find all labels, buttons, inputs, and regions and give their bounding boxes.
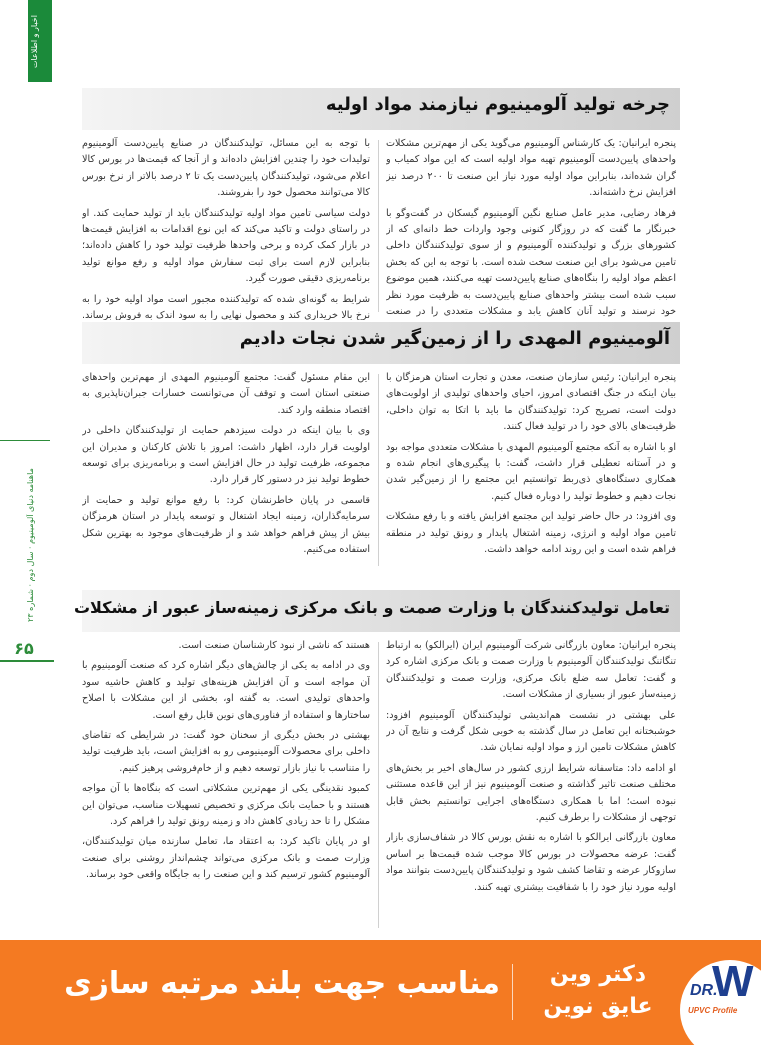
paragraph: این مقام مسئول گفت: مجتمع آلومینیوم المهدی از مهم‌ترین واحدهای صنعتی استان است و توقف آن می‌توانست خسارات جبران‌ناپذیری به اقتصاد منطقه وارد کند. bbox=[82, 372, 370, 416]
brand-logo-dr: DR. bbox=[690, 982, 718, 999]
brand-logo-w: W bbox=[712, 957, 754, 1006]
magazine-issue-caption: ماهنامه دنیای آلومینیوم · سال دوم · شماره ۲۳ bbox=[26, 468, 35, 622]
brand-name-line-1: دکتر وین bbox=[549, 962, 647, 987]
side-divider bbox=[0, 440, 50, 441]
paragraph: با توجه به این مسائل، تولیدکنندگان در صنایع پایین‌دست آلومینیوم تولیدات خود را چندین افزایش داده‌اند و از آنجا که قیمت‌ها در بورس کالا اعلام می‌شود، تولیدکنندگان پایین‌دست یک تا ۲ درصد بالاتر از نرخ بورس کالا می‌توانند محصول خود را بفروشند. bbox=[82, 138, 370, 199]
article-2-headline: آلومینیوم المهدی را از زمین‌گیر شدن نجات دادیم bbox=[239, 328, 670, 349]
banner-slogan: مناسب جهت بلند مرتبه سازی bbox=[64, 966, 500, 1001]
article-2-left-column bbox=[82, 370, 370, 574]
banner-divider bbox=[512, 964, 513, 1020]
paragraph: فرهاد رضایی، مدیر عامل صنایع نگین آلومینیوم گیسکان در گفت‌وگو با خبرنگار ما گفت که در روزگار کنونی وجود واردات خط دانه‌ای که از کشورهای بزرگ و تولیدکننده آلومینیوم و از سوی تولیدکنندگان داخلی تامین می‌شود برای این صنعت سخت شده است. با توجه به این که بخش اعظم مواد اولیه را بنگاه‌های صنایع پایین‌دست تهیه می‌کنند، همین موضوع سبب شده است بیشتر واحدهای صنایع پایین‌دست به ظرفیت مورد نظر خود نرسند و تولید آنان کاهش یابد و مشکلات متعددی را در صنعت bbox=[386, 207, 676, 318]
article-1-header bbox=[82, 88, 680, 130]
paragraph: وی افزود: در حال حاضر تولید این مجتمع افزایش یافته و با رفع مشکلات تامین مواد اولیه و انرژی، زمینه اشتغال پایدار و رونق تولید در منطقه فراهم شده است و این روند ادامه خواهد داشت. bbox=[386, 511, 676, 556]
article-3-left-column bbox=[82, 638, 370, 936]
page-number-underline bbox=[0, 660, 54, 662]
article-1-right-column bbox=[386, 136, 676, 320]
section-tab bbox=[28, 0, 52, 82]
paragraph: او ادامه داد: متاسفانه شرایط ارزی کشور در سال‌های اخیر بر بخش‌های مختلف صنعت تاثیر گذاشته و صنعت آلومینیوم نیز از این قاعده مستثنی نبوده است؛ اما با همکاری دستگاه‌های اجرایی توانستیم بخش قابل توجهی از مشکلات را برطرف کنیم. bbox=[386, 762, 676, 824]
paragraph: کمبود نقدینگی یکی از مهم‌ترین مشکلاتی است که بنگاه‌ها با آن مواجه هستند و با حمایت بانک مرکزی و تخصیص تسهیلات مناسب، می‌توان این مشکل را تا حد زیادی کاهش داد و زمینه رونق تولید را فراهم کرد. bbox=[82, 783, 370, 828]
paragraph: بهشتی در بخش دیگری از سخنان خود گفت: در شرایطی که تقاضای داخلی برای محصولات آلومینیومی رو به افزایش است، باید ظرفیت تولید را متناسب با نیاز بازار توسعه دهیم و از خام‌فروشی پرهیز کنیم. bbox=[82, 730, 370, 774]
paragraph: پنجره ایرانیان: یک کارشناس آلومینیوم می‌گوید یکی از مهم‌ترین مشکلات واحدهای پایین‌دست آلومینیوم تهیه مواد اولیه است که این مواد کمیاب و گران شده‌اند، بنابراین مواد اولیه مورد نیاز این صنعت تا ۲۰۰ درصد نیز افزایش نرخ داشته‌اند. bbox=[386, 138, 676, 199]
paragraph: علی بهشتی در نشست هم‌اندیشی تولیدکنندگان آلومینیوم افزود: خوشبختانه این تعامل در سال گذشته به خوبی شکل گرفت و نتایج آن در کاهش مشکلات تامین ارز و مواد اولیه نمایان شد. bbox=[386, 709, 676, 754]
article-1-left-column bbox=[82, 136, 370, 320]
section-tab-label: اخبار و اطلاعات bbox=[30, 15, 39, 69]
paragraph: او با اشاره به آنکه مجتمع آلومینیوم المهدی با مشکلات متعددی مواجه بود و در آستانه تعطیلی قرار داشت، گفت: با پیگیری‌های انجام شده و همکاری دستگاه‌های ذی‌ربط توانستیم این مجتمع را از زمین‌گیر شدن نجات دهیم و خطوط تولید را دوباره فعال کنیم. bbox=[386, 441, 676, 502]
article-3-right-column bbox=[386, 638, 676, 936]
paragraph: پنجره ایرانیان: معاون بازرگانی شرکت آلومینیوم ایران (ایرالکو) به ارتباط تنگاتنگ تولیدکنندگان آلومینیوم با وزارت صمت و بانک مرکزی اشاره کرد و گفت: تعامل سه ضلع بانک مرکزی، وزارت صمت و تولیدکنندگان زمینه‌ساز عبور از بسیاری از مشکلات است. bbox=[386, 640, 676, 701]
article-3-header bbox=[73, 590, 680, 632]
column-divider bbox=[378, 140, 379, 312]
brand-logo-tagline: UPVC Profile bbox=[688, 1006, 738, 1015]
article-2-header bbox=[82, 322, 680, 364]
article-1-headline: چرخه تولید آلومینیوم نیازمند مواد اولیه bbox=[325, 94, 670, 115]
paragraph: شرایط به گونه‌ای شده که تولیدکننده مجبور است مواد اولیه خود را به نرخ بالا خریداری کند و محصول نهایی را به سود اندک به فروش برساند. bbox=[82, 293, 370, 320]
column-divider bbox=[378, 374, 379, 566]
advertisement-banner bbox=[0, 940, 761, 1045]
paragraph: او در پایان تاکید کرد: به اعتقاد ما، تعامل سازنده میان تولیدکنندگان، وزارت صمت و بانک مرکزی می‌تواند چشم‌انداز روشنی برای صنعت آلومینیوم کشور ترسیم کند و این صنعت را به جایگاه واقعی خود برساند. bbox=[82, 836, 370, 881]
paragraph: وی در ادامه به یکی از چالش‌های دیگر اشاره کرد که صنعت آلومینیوم با آن مواجه است و آن افزایش هزینه‌های تولید و کاهش حاشیه سود واحدهای تولیدی است. به گفته او، بخشی از این مشکلات با اصلاح ساختارها و استفاده از فناوری‌های نوین قابل رفع است. bbox=[82, 660, 370, 721]
brand-name-line-2: عایق نوین bbox=[543, 994, 653, 1019]
paragraph: معاون بازرگانی ایرالکو با اشاره به نقش بورس کالا در شفاف‌سازی بازار گفت: عرضه محصولات در بورس کالا موجب شده قیمت‌ها بر اساس سازوکار عرضه و تقاضا کشف شود و تولیدکنندگان پایین‌دست بتوانند مواد اولیه مورد نیاز خود را با شفافیت بیشتری تهیه کنند. bbox=[386, 832, 676, 893]
article-3-headline: تعامل تولیدکنندگان با وزارت صمت و بانک مرکزی زمینه‌ساز عبور از مشکلات bbox=[73, 598, 670, 617]
paragraph: وی با بیان اینکه در دولت سیزدهم حمایت از تولیدکنندگان داخلی در اولویت قرار دارد، اظهار داشت: امروز با تلاش کارکنان و مدیران این مجموعه، ظرفیت تولید در حال افزایش است و برنامه‌ریزی برای توسعه خطوط تولید نیز در دستور کار قرار دارد. bbox=[82, 425, 370, 486]
paragraph: قاسمی در پایان خاطرنشان کرد: با رفع موانع تولید و حمایت از سرمایه‌گذاران، زمینه ایجاد اشتغال و توسعه پایدار در استان هرمزگان بیش از پیش فراهم خواهد شد و از ظرفیت‌های موجود به بهترین شکل استفاده می‌کنیم. bbox=[82, 494, 370, 556]
column-divider bbox=[378, 642, 379, 928]
article-2-right-column bbox=[386, 370, 676, 574]
page-number: ۶۵ bbox=[14, 639, 34, 658]
paragraph: هستند که ناشی از نبود کارشناسان صنعت است. bbox=[178, 640, 370, 651]
paragraph: دولت سیاسی تامین مواد اولیه تولیدکنندگان باید از تولید حمایت کند. او در راستای دولت و تاکید می‌کند که این نوع اقدامات به افزایش قیمت‌ها در بازار کمک کرده و برخی واحدها ظرفیت تولید خود را کاهش داده‌اند؛ بنابراین لازم است برای ثبت سفارش مواد اولیه و رفع موانع تولید برنامه‌ریزی دقیقی صورت گیرد. bbox=[82, 207, 370, 285]
paragraph: پنجره ایرانیان: رئیس سازمان صنعت، معدن و تجارت استان هرمزگان با بیان اینکه در جنگ اقتصادی امروز، احیای واحدهای تولیدی از اولویت‌های دولت است، تصریح کرد: تولیدکنندگان ما باید با اتکا به توان داخلی، ظرفیت‌های بالای خود را در تولید فعال کنند. bbox=[386, 372, 676, 433]
